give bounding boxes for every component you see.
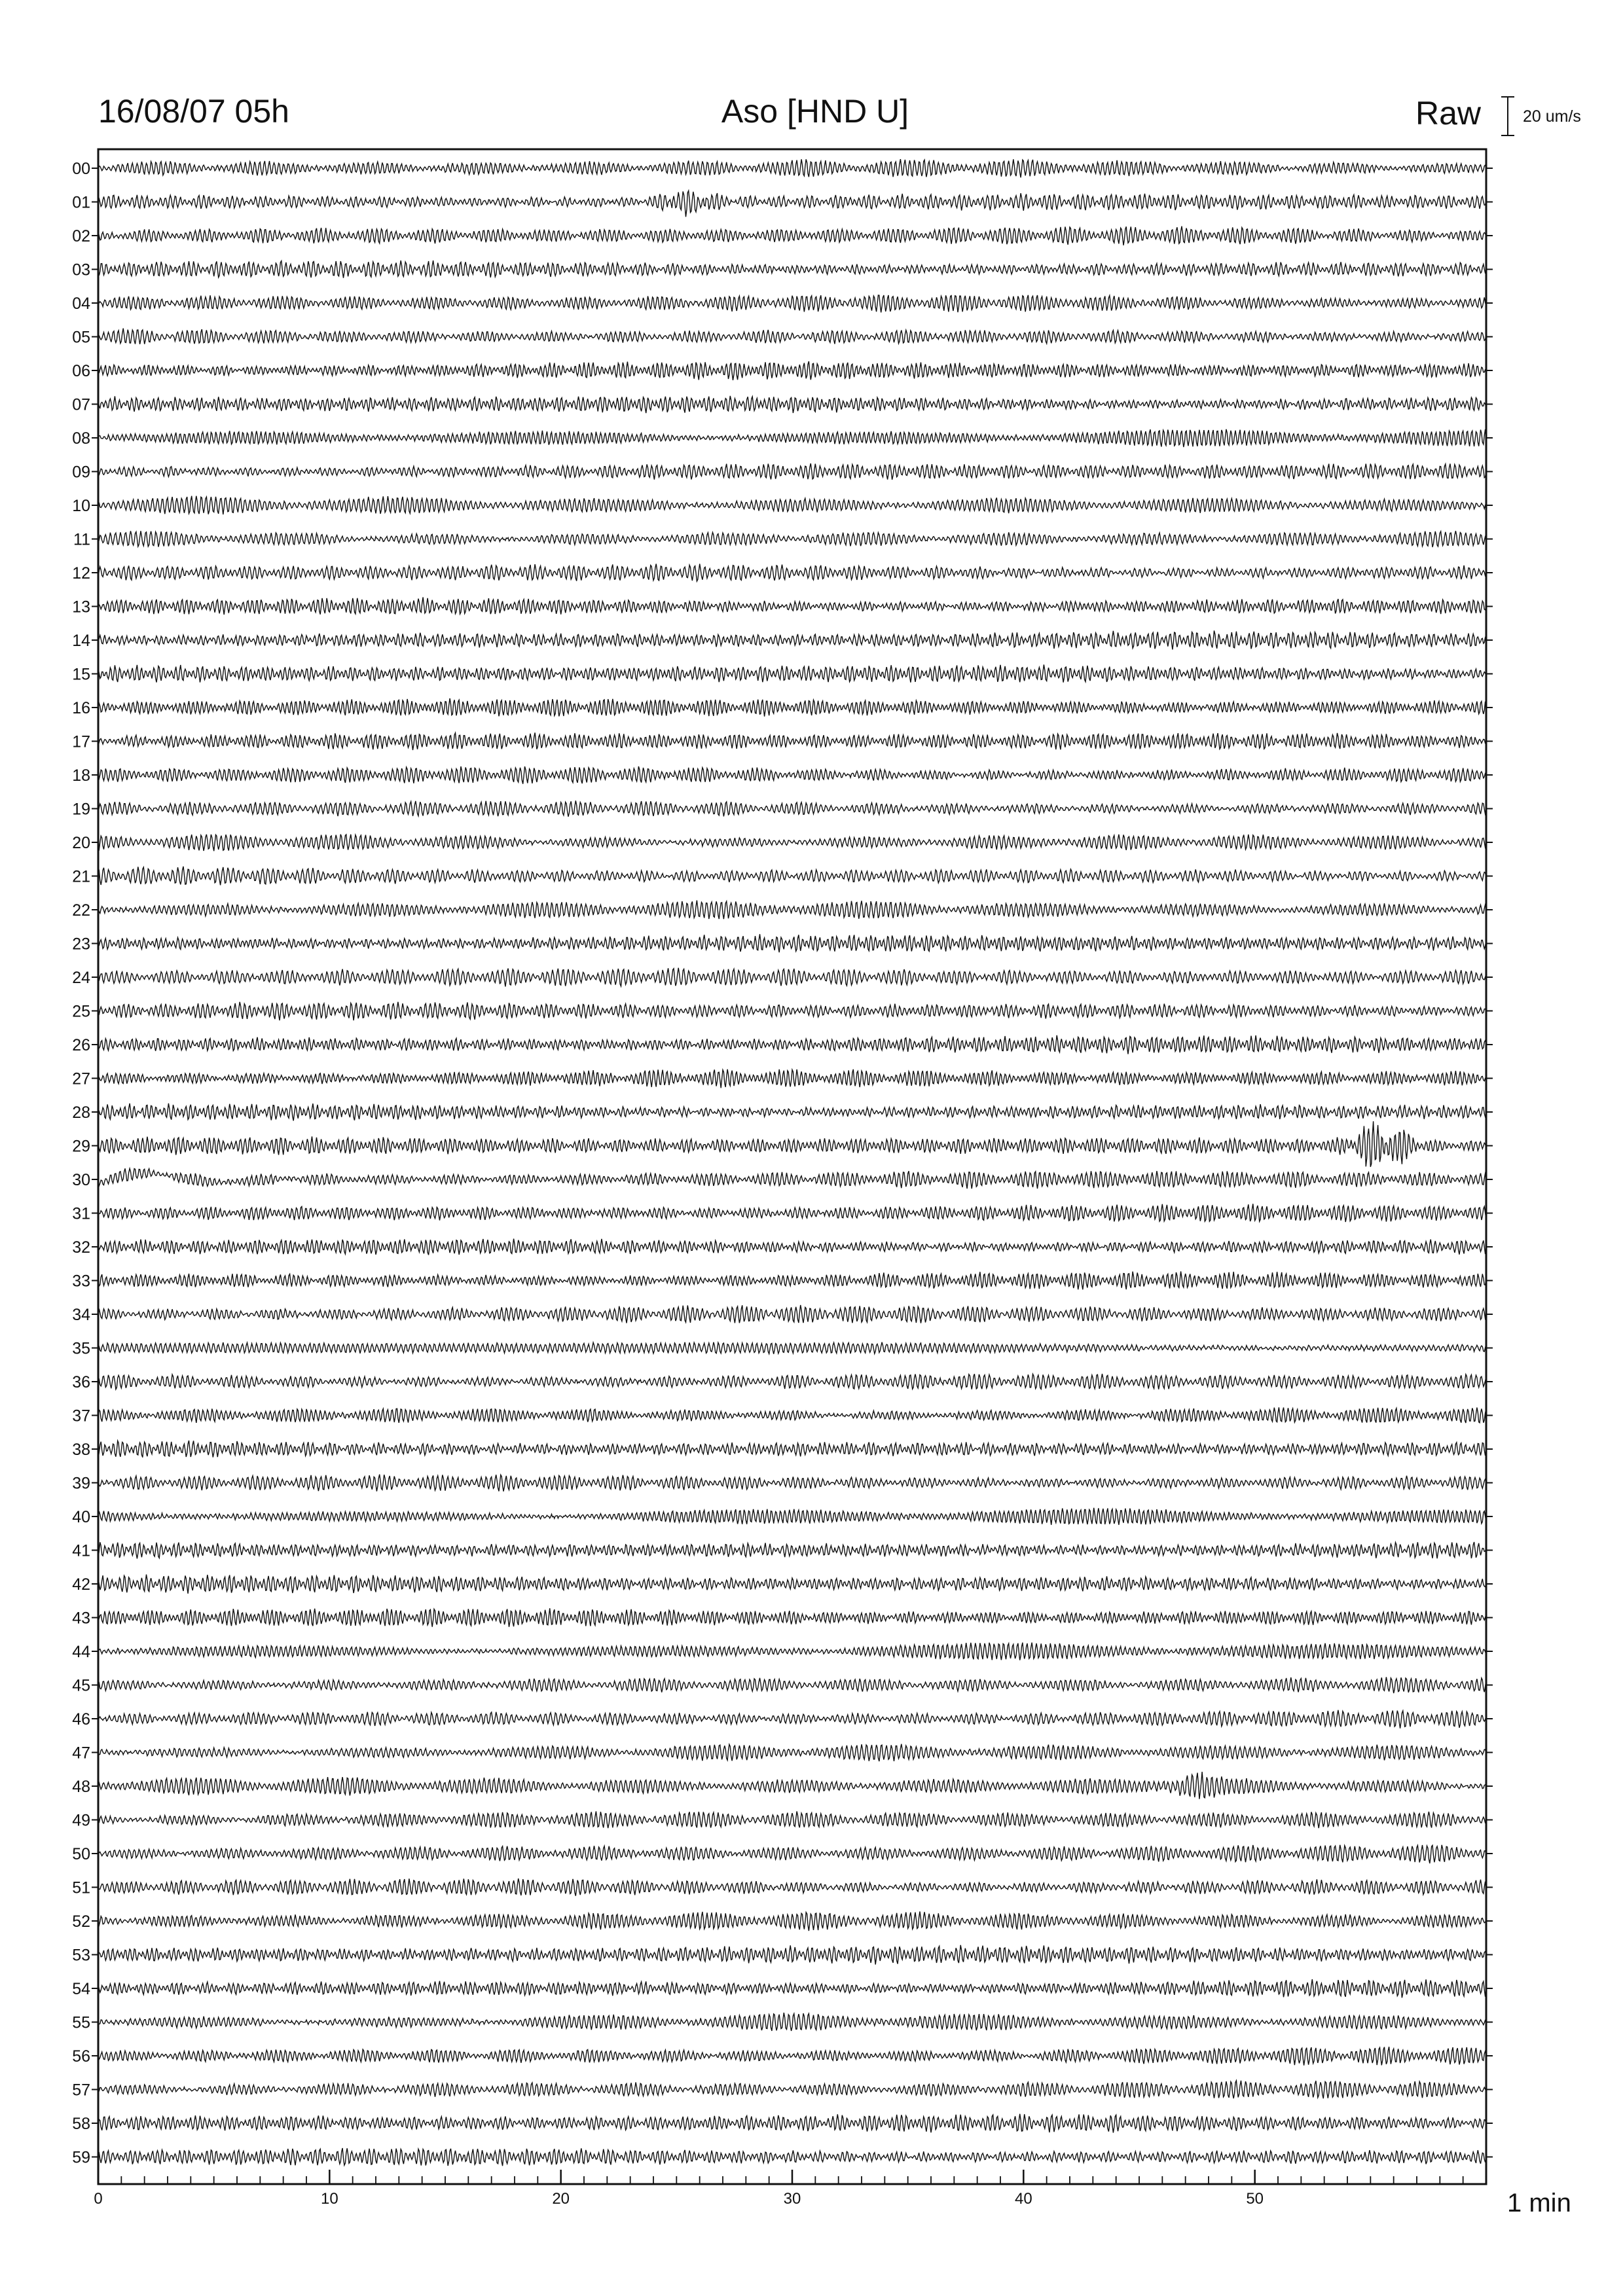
row-label: 55 bbox=[72, 2013, 90, 2032]
trace-line bbox=[98, 429, 1486, 447]
row-label: 19 bbox=[72, 800, 90, 819]
row-label: 32 bbox=[72, 1238, 90, 1257]
trace-line bbox=[98, 934, 1486, 952]
trace-line bbox=[98, 1441, 1486, 1459]
trace-line bbox=[98, 631, 1486, 650]
row-label: 10 bbox=[72, 497, 90, 515]
trace-line bbox=[98, 1103, 1486, 1121]
row-label: 37 bbox=[72, 1407, 90, 1426]
row-label: 04 bbox=[72, 295, 90, 313]
row-label: 36 bbox=[72, 1373, 90, 1391]
trace-line bbox=[98, 1677, 1486, 1693]
trace-line bbox=[98, 901, 1486, 920]
row-label: 35 bbox=[72, 1339, 90, 1358]
x-tick-label: 10 bbox=[320, 2190, 338, 2208]
trace-line bbox=[98, 1542, 1486, 1559]
row-label: 33 bbox=[72, 1272, 90, 1291]
row-label: 16 bbox=[72, 699, 90, 717]
trace-line bbox=[98, 1643, 1486, 1660]
trace-line bbox=[98, 1239, 1486, 1255]
trace-line bbox=[98, 1710, 1486, 1729]
row-label: 05 bbox=[72, 328, 90, 347]
row-label: 51 bbox=[72, 1878, 90, 1897]
trace-line bbox=[98, 1374, 1486, 1390]
x-unit-label: 1 min bbox=[1507, 2189, 1571, 2217]
row-label: 49 bbox=[72, 1811, 90, 1830]
row-label: 57 bbox=[72, 2081, 90, 2100]
trace-line bbox=[98, 800, 1486, 816]
trace-line bbox=[98, 329, 1486, 344]
row-label: 29 bbox=[72, 1137, 90, 1156]
row-label: 56 bbox=[72, 2047, 90, 2066]
row-label: 20 bbox=[72, 834, 90, 852]
trace-line bbox=[98, 2114, 1486, 2133]
trace-line bbox=[98, 1878, 1486, 1896]
trace-line bbox=[98, 295, 1486, 313]
row-label: 18 bbox=[72, 766, 90, 785]
row-label: 46 bbox=[72, 1710, 90, 1729]
trace-line bbox=[98, 1407, 1486, 1423]
datetime-label: 16/08/07 05h bbox=[98, 93, 289, 130]
trace-line bbox=[98, 531, 1486, 547]
trace-line bbox=[98, 766, 1486, 784]
trace-line bbox=[98, 1168, 1486, 1189]
trace-line bbox=[98, 463, 1486, 480]
row-label: 07 bbox=[72, 395, 90, 414]
trace-line bbox=[98, 361, 1486, 380]
row-label: 24 bbox=[72, 969, 90, 987]
trace-line bbox=[98, 867, 1486, 886]
trace-line bbox=[98, 1845, 1486, 1863]
row-label: 53 bbox=[72, 1946, 90, 1965]
trace-line bbox=[98, 1342, 1486, 1354]
row-label: 09 bbox=[72, 463, 90, 482]
row-label: 59 bbox=[72, 2148, 90, 2167]
row-label: 48 bbox=[72, 1778, 90, 1796]
row-label: 15 bbox=[72, 665, 90, 684]
row-label: 50 bbox=[72, 1845, 90, 1863]
trace-line bbox=[98, 564, 1486, 582]
trace-line bbox=[98, 732, 1486, 750]
trace-line bbox=[98, 1121, 1486, 1167]
trace-line bbox=[98, 598, 1486, 615]
trace-line bbox=[98, 260, 1486, 278]
trace-line bbox=[98, 1069, 1486, 1088]
row-label: 52 bbox=[72, 1912, 90, 1931]
trace-line bbox=[98, 496, 1486, 514]
x-tick-label: 30 bbox=[783, 2190, 801, 2208]
row-label: 06 bbox=[72, 362, 90, 380]
trace-line bbox=[98, 1002, 1486, 1020]
row-label: 40 bbox=[72, 1508, 90, 1526]
trace-line bbox=[98, 190, 1486, 217]
row-label: 42 bbox=[72, 1575, 90, 1594]
trace-line bbox=[98, 2081, 1486, 2098]
trace-line bbox=[98, 1979, 1486, 1998]
row-label: 38 bbox=[72, 1441, 90, 1459]
row-label: 12 bbox=[72, 564, 90, 583]
row-label: 17 bbox=[72, 732, 90, 751]
x-tick-label: 20 bbox=[552, 2190, 570, 2208]
station-title: Aso [HND U] bbox=[721, 93, 909, 130]
row-label: 22 bbox=[72, 901, 90, 920]
row-label: 47 bbox=[72, 1744, 90, 1763]
trace-line bbox=[98, 2047, 1486, 2065]
mode-label: Raw bbox=[1415, 95, 1481, 132]
row-label: 26 bbox=[72, 1036, 90, 1054]
row-label: 03 bbox=[72, 260, 90, 279]
trace-line bbox=[98, 1945, 1486, 1965]
row-label: 39 bbox=[72, 1474, 90, 1493]
row-label: 27 bbox=[72, 1069, 90, 1088]
row-label: 43 bbox=[72, 1609, 90, 1628]
scale-label: 20 um/s bbox=[1523, 107, 1581, 126]
trace-line bbox=[98, 834, 1486, 852]
row-label: 08 bbox=[72, 429, 90, 448]
trace-line bbox=[98, 1204, 1486, 1222]
trace-line bbox=[98, 1772, 1486, 1799]
row-label: 58 bbox=[72, 2115, 90, 2133]
row-label: 02 bbox=[72, 227, 90, 245]
row-label: 30 bbox=[72, 1171, 90, 1189]
amplitude-scale-bar bbox=[1501, 97, 1514, 135]
trace-line bbox=[98, 1272, 1486, 1290]
trace-line bbox=[98, 396, 1486, 413]
row-label: 28 bbox=[72, 1103, 90, 1122]
plot-frame bbox=[98, 149, 1486, 2184]
x-axis-ticks bbox=[94, 2170, 1486, 2208]
trace-line bbox=[98, 968, 1486, 987]
row-label: 54 bbox=[72, 1980, 90, 1998]
row-label: 21 bbox=[72, 867, 90, 886]
trace-line bbox=[98, 1912, 1486, 1931]
row-label: 31 bbox=[72, 1204, 90, 1223]
row-label: 13 bbox=[72, 598, 90, 617]
row-label: 01 bbox=[72, 193, 90, 212]
row-label: 25 bbox=[72, 1002, 90, 1021]
trace-line bbox=[98, 2148, 1486, 2166]
trace-line bbox=[98, 698, 1486, 717]
x-tick-label: 0 bbox=[94, 2190, 103, 2208]
row-label: 11 bbox=[73, 530, 90, 549]
trace-line bbox=[98, 1744, 1486, 1762]
row-label: 00 bbox=[72, 160, 90, 178]
trace-line bbox=[98, 1508, 1486, 1525]
row-label: 41 bbox=[72, 1541, 90, 1560]
trace-line bbox=[98, 159, 1486, 177]
trace-line bbox=[98, 2013, 1486, 2031]
trace-line bbox=[98, 1035, 1486, 1054]
trace-line bbox=[98, 1575, 1486, 1594]
row-label: 34 bbox=[72, 1306, 90, 1324]
row-label: 23 bbox=[72, 935, 90, 954]
trace-line bbox=[98, 226, 1486, 245]
row-label: 44 bbox=[72, 1643, 90, 1661]
trace-line bbox=[98, 1812, 1486, 1829]
x-tick-label: 50 bbox=[1246, 2190, 1264, 2208]
x-tick-label: 40 bbox=[1014, 2190, 1032, 2208]
row-label: 45 bbox=[72, 1676, 90, 1695]
trace-group bbox=[92, 159, 1493, 2166]
trace-line bbox=[98, 1305, 1486, 1323]
row-label-group bbox=[72, 160, 90, 2167]
row-label: 14 bbox=[72, 632, 90, 650]
trace-line bbox=[98, 1608, 1486, 1627]
trace-line bbox=[98, 665, 1486, 683]
trace-line bbox=[98, 1475, 1486, 1492]
